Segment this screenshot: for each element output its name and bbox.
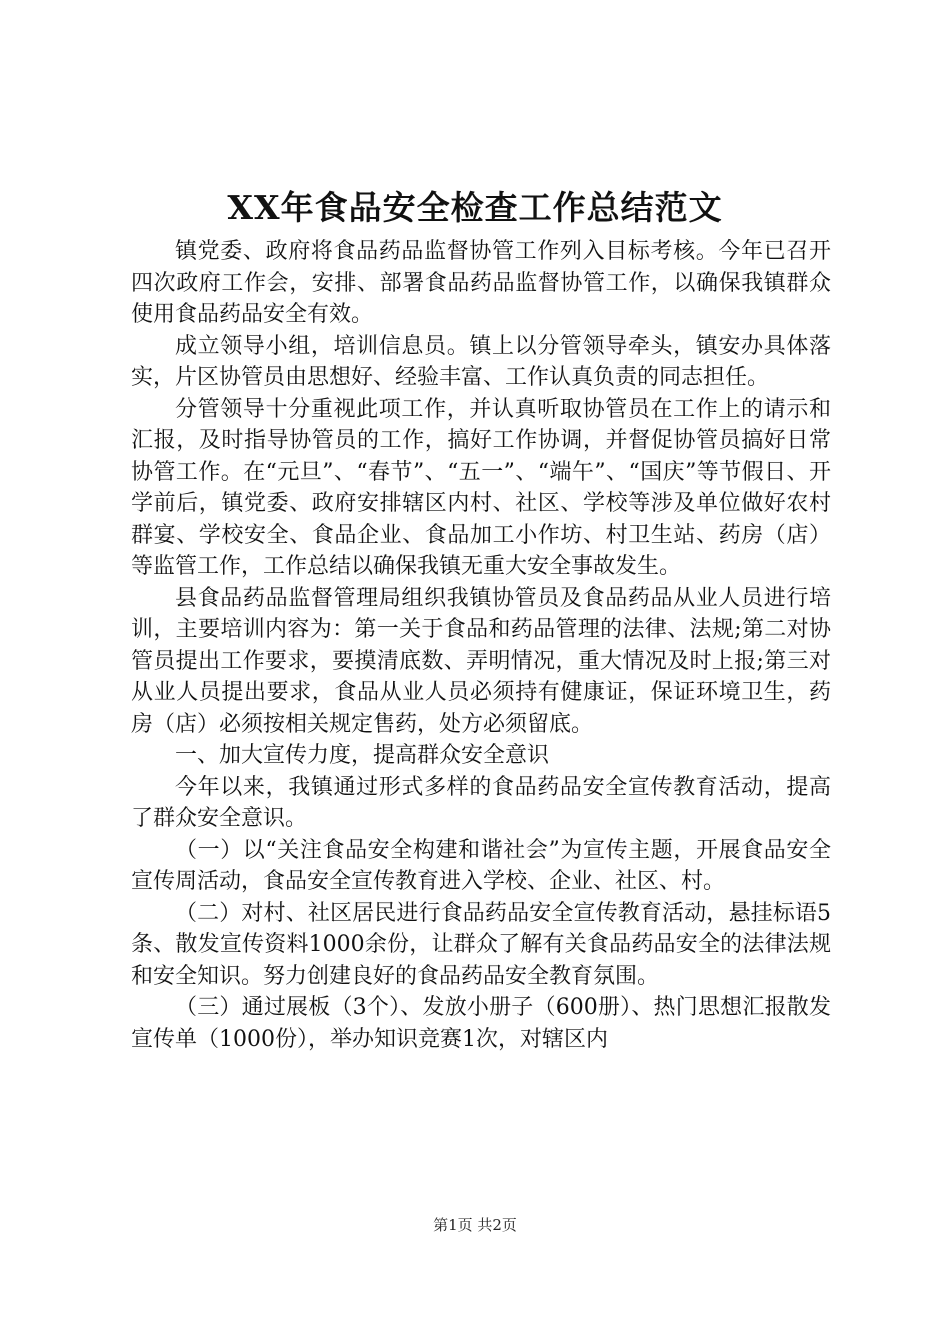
paragraph: 成立领导小组，培训信息员。镇上以分管领导牵头，镇安办具体落实，片区协管员由思想好、经验丰富、工作认真负责的同志担任。: [131, 333, 831, 390]
paragraph: 今年以来，我镇通过形式多样的食品药品安全宣传教育活动，提高了群众安全意识。: [131, 774, 831, 831]
document-title: XX年食品安全检查工作总结范文: [227, 188, 723, 227]
paragraph: 镇党委、政府将食品药品监督协管工作列入目标考核。今年已召开四次政府工作会，安排、部署食品药品监督协管工作，以确保我镇群众使用食品药品安全有效。: [131, 239, 831, 327]
paragraph: （三）通过展板（3个）、发放小册子（600册）、热门思想汇报散发宣传单（1000份），举办知识竞赛1次，对辖区内: [131, 995, 831, 1052]
document-body: [131, 236, 831, 1055]
page-number: 第1页 共2页: [433, 1216, 517, 1234]
paragraph: （一）以“关注食品安全构建和谐社会”为宣传主题，开展食品安全宣传周活动，食品安全宣传教育进入学校、企业、社区、村。: [131, 837, 831, 894]
paragraph: 县食品药品监督管理局组织我镇协管员及食品药品从业人员进行培训，主要培训内容为：第一关于食品和药品管理的法律、法规;第二对协管员提出工作要求，要摸清底数、弄明情况，重大情况及时上报;第三对从业人员提出要求，食品从业人员必须持有健康证，保证环境卫生，药房（店）必须按相关规定售药，处方必须留底。: [131, 585, 831, 737]
paragraph: 分管领导十分重视此项工作，并认真听取协管员在工作上的请示和汇报，及时指导协管员的工作，搞好工作协调，并督促协管员搞好日常协管工作。在“元旦”、“春节”、“五一”、“端午”、“国庆”等节假日、开学前后，镇党委、政府安排辖区内村、社区、学校等涉及单位做好农村群宴、学校安全、食品企业、食品加工小作坊、村卫生站、药房（店）等监管工作，工作总结以确保我镇无重大安全事故发生。: [131, 396, 831, 579]
paragraph: （二）对村、社区居民进行食品药品安全宣传教育活动，悬挂标语5条、散发宣传资料1000余份，让群众了解有关食品药品安全的法律法规和安全知识。努力创建良好的食品药品安全教育氛围。: [131, 900, 831, 989]
section-heading: 一、加大宣传力度，提高群众安全意识: [175, 743, 550, 768]
